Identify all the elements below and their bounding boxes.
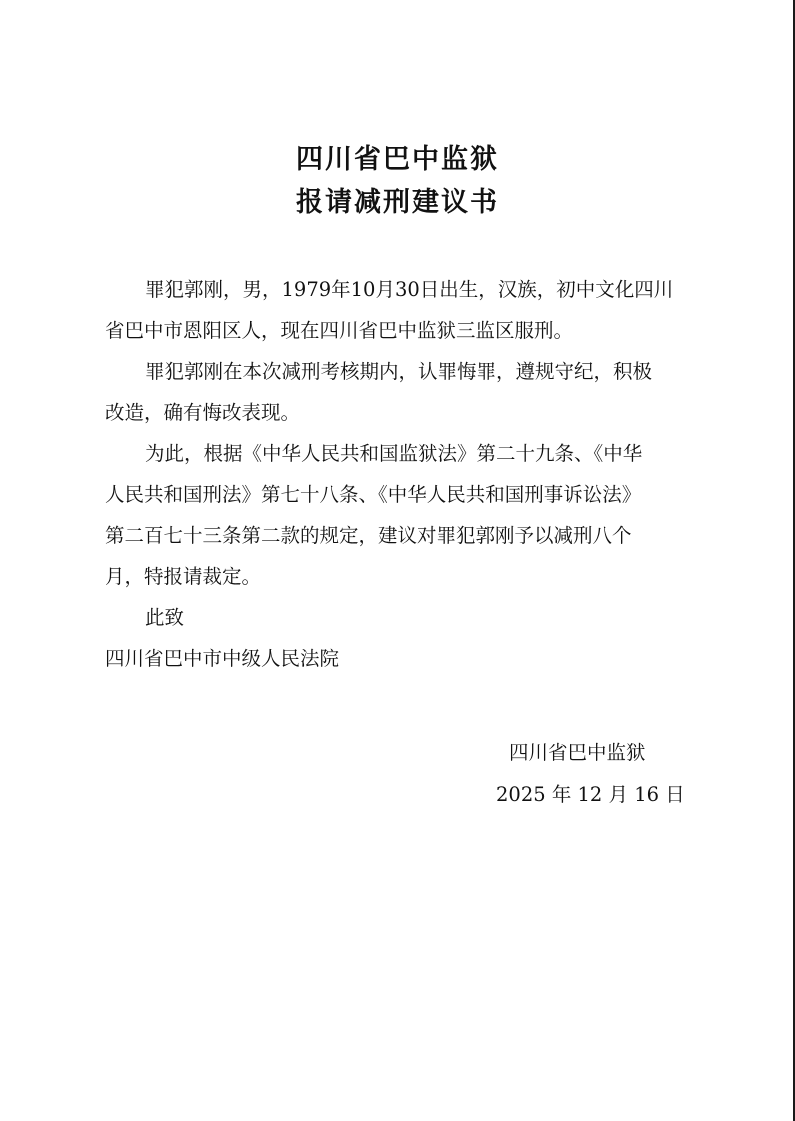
paragraph-2-line-1: 罪犯郭刚在本次减刑考核期内，认罪悔罪，遵规守纪，积极 <box>145 360 653 383</box>
recipient: 四川省巴中市中级人民法院 <box>105 647 340 670</box>
signature-org: 四川省巴中监狱 <box>509 741 646 764</box>
signature-date: 2025 年 12 月 16 日 <box>496 783 685 806</box>
document-title-line-1: 四川省巴中监狱 <box>296 144 499 175</box>
paragraph-2-line-2: 改造，确有悔改表现。 <box>105 401 301 424</box>
paragraph-3-line-4: 月，特报请裁定。 <box>105 565 262 588</box>
document-title-line-2: 报请减刑建议书 <box>296 187 499 218</box>
salutation: 此致 <box>145 606 185 629</box>
paragraph-3-line-2: 人民共和国刑法》第七十八条、《中华人民共和国刑事诉讼法》 <box>105 483 642 506</box>
paragraph-3-line-1: 为此，根据《中华人民共和国监狱法》第二十九条、《中华 <box>145 442 643 465</box>
paragraph-3-line-3: 第二百七十三条第二款的规定，建议对罪犯郭刚予以减刑八个 <box>105 524 632 547</box>
paragraph-1-line-1: 罪犯郭刚，男，1979年10月30日出生，汉族，初中文化四川 <box>145 278 674 301</box>
paragraph-1-line-2: 省巴中市恩阳区人，现在四川省巴中监狱三监区服刑。 <box>105 319 574 342</box>
